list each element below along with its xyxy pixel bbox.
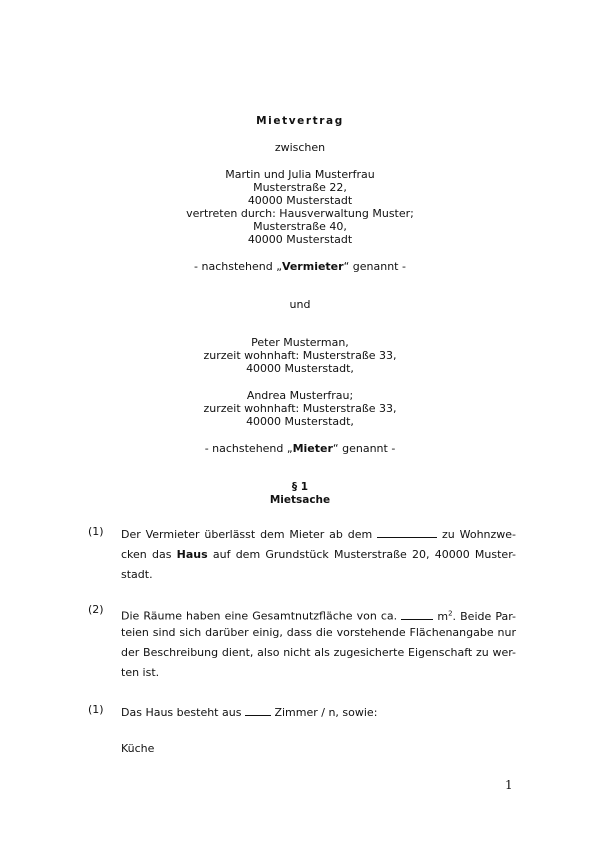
landlord-line: 40000 Musterstadt — [247, 194, 353, 207]
section-number: § 1 — [291, 481, 309, 493]
area-blank — [401, 609, 433, 620]
tenant2-line: Andrea Musterfrau; — [246, 389, 354, 402]
landlord-line: 40000 Musterstadt — [247, 233, 353, 246]
tenant1-line: zurzeit wohnhaft: Musterstraße 33, — [203, 349, 397, 362]
landlord-role-label: - nachstehend „Vermieter“ genannt - — [194, 260, 406, 273]
rooms-blank — [245, 705, 271, 716]
page-number: 1 — [505, 778, 513, 792]
tenant2-line: 40000 Musterstadt, — [246, 415, 354, 428]
landlord-line: vertreten durch: Hausverwaltung Muster; — [186, 207, 414, 220]
between-label: zwischen — [274, 141, 326, 154]
tenant2-line: zurzeit wohnhaft: Musterstraße 33, — [203, 402, 397, 415]
tenant1-line: 40000 Musterstadt, — [246, 362, 354, 375]
landlord-role-name: Vermieter — [281, 260, 344, 273]
tenant1-line: Peter Musterman, — [251, 336, 349, 349]
section-heading: Mietsache — [269, 494, 331, 506]
paragraph-text: Die Räume haben eine Gesamtnutzfläche von ca. $m^2$. Beide Par- teien sind sich darüber einig, dass die vorstehende Flächenangabe nur der Beschreibung dient, also nicht als zugesicherte Eigenschaft zu wer- ten ist. — [121, 609, 516, 679]
paragraph-text: Das Haus besteht aus Zimmer / n, sowie: — [121, 706, 378, 719]
paragraph-number: (1) — [88, 525, 104, 538]
paragraph-number: (2) — [88, 603, 104, 616]
date-blank — [377, 527, 437, 538]
paragraph-text: Der Vermieter überlässt dem Mieter ab dem zu Wohnzwe- cken das Haus auf dem Grundstück Musterstraße 20, 40000 Muster- stadt. — [121, 528, 517, 581]
landlord-line: Musterstraße 22, — [253, 181, 347, 194]
tenant-role-name: Mieter — [292, 442, 333, 455]
paragraph-number: (1) — [88, 703, 104, 716]
tenant-role-label: - nachstehend „Mieter“ genannt - — [204, 442, 396, 455]
and-label: und — [289, 298, 311, 311]
document-title: Mietvertrag — [256, 115, 344, 127]
landlord-line: Martin und Julia Musterfrau — [225, 168, 375, 181]
landlord-line: Musterstraße 40, — [253, 220, 347, 233]
kitchen-item: Küche — [121, 742, 155, 755]
